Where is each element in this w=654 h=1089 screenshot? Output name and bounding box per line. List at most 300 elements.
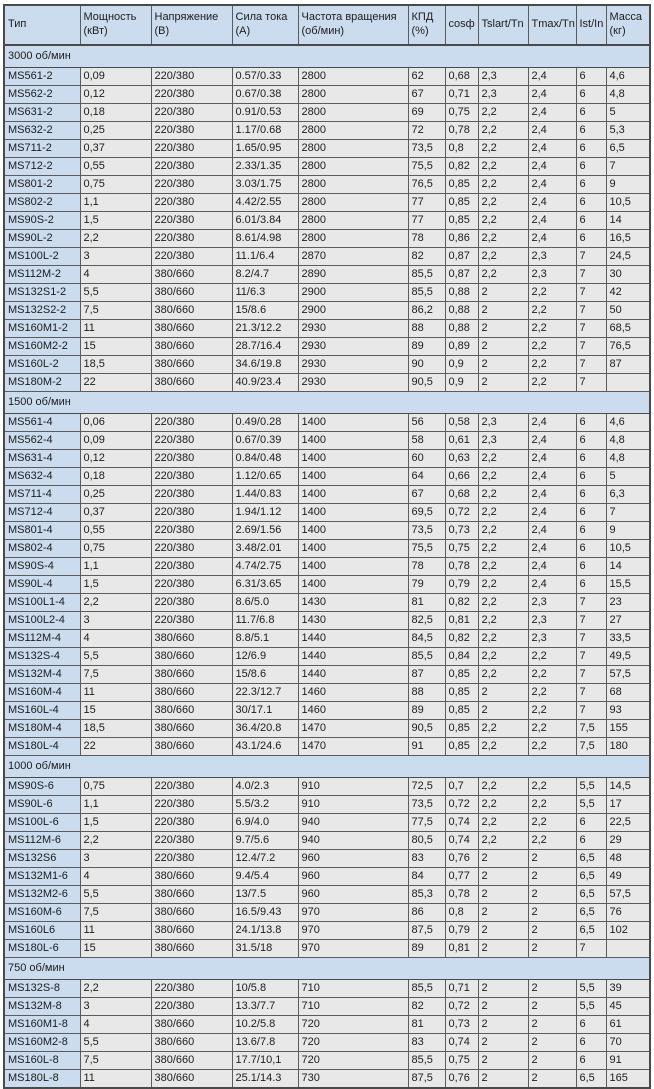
cell-value: 76,5 xyxy=(606,338,650,356)
cell-value: 21.3/12.2 xyxy=(232,320,298,338)
cell-value: 2,4 xyxy=(528,122,576,140)
cell-value: 4 xyxy=(80,868,151,886)
cell-value: 2,2 xyxy=(478,814,528,832)
cell-value: 380/660 xyxy=(151,302,232,320)
cell-value: 2 xyxy=(528,1052,576,1070)
cell-value: 5,5 xyxy=(576,980,606,998)
table-row xyxy=(4,338,650,356)
cell-value: 85,5 xyxy=(408,980,445,998)
cell-value: 220/380 xyxy=(151,248,232,266)
cell-value: 2,2 xyxy=(528,648,576,666)
cell-value: 6.01/3.84 xyxy=(232,212,298,230)
cell-value: 0,09 xyxy=(80,68,151,86)
cell-value: 3.03/1.75 xyxy=(232,176,298,194)
cell-value: 80,5 xyxy=(408,832,445,850)
cell-value: 1,1 xyxy=(80,558,151,576)
cell-value: 220/380 xyxy=(151,450,232,468)
cell-value: 2 xyxy=(478,284,528,302)
table-row xyxy=(4,576,650,594)
cell-value: 2,2 xyxy=(528,666,576,684)
cell-value: 73,5 xyxy=(408,140,445,158)
cell-type: MS132M2-6 xyxy=(4,886,80,904)
cell-value: 0,81 xyxy=(445,940,478,958)
cell-value: 0,81 xyxy=(445,612,478,630)
cell-value: 77,5 xyxy=(408,814,445,832)
cell-value: 0,85 xyxy=(445,194,478,212)
cell-value: 79 xyxy=(408,576,445,594)
cell-value: 4 xyxy=(80,1016,151,1034)
cell-value: 2,4 xyxy=(528,486,576,504)
cell-value: 0,76 xyxy=(445,1070,478,1089)
cell-value: 220/380 xyxy=(151,850,232,868)
cell-value: 4,8 xyxy=(606,86,650,104)
cell-value: 78 xyxy=(408,230,445,248)
column-header: Tslart/Tn xyxy=(478,5,528,45)
cell-value: 82,5 xyxy=(408,612,445,630)
cell-type: MS112M-2 xyxy=(4,266,80,284)
cell-value: 1,1 xyxy=(80,796,151,814)
cell-type: MS712-2 xyxy=(4,158,80,176)
cell-value: 7 xyxy=(576,284,606,302)
cell-type: MS132S-4 xyxy=(4,648,80,666)
cell-value: 7 xyxy=(576,302,606,320)
cell-value: 58 xyxy=(408,432,445,450)
cell-value: 0,12 xyxy=(80,86,151,104)
cell-value: 102 xyxy=(606,922,650,940)
cell-value: 0,75 xyxy=(445,104,478,122)
table-row xyxy=(4,540,650,558)
cell-type: MS90L-2 xyxy=(4,230,80,248)
cell-value: 380/660 xyxy=(151,738,232,756)
cell-value: 0,78 xyxy=(445,122,478,140)
cell-value: 2 xyxy=(478,868,528,886)
cell-value: 67 xyxy=(408,86,445,104)
cell-value: 4.42/2.55 xyxy=(232,194,298,212)
cell-value: 0,72 xyxy=(445,504,478,522)
cell-value: 9 xyxy=(606,522,650,540)
cell-value: 2,4 xyxy=(528,68,576,86)
cell-value: 2,2 xyxy=(478,666,528,684)
cell-value: 14 xyxy=(606,558,650,576)
cell-value: 2,4 xyxy=(528,104,576,122)
cell-value: 0,37 xyxy=(80,140,151,158)
cell-value: 2,2 xyxy=(80,832,151,850)
cell-value: 33,5 xyxy=(606,630,650,648)
cell-value: 940 xyxy=(298,814,408,832)
cell-value: 0,63 xyxy=(445,450,478,468)
cell-value: 9 xyxy=(606,176,650,194)
cell-value: 10/5.8 xyxy=(232,980,298,998)
cell-value: 1400 xyxy=(298,558,408,576)
table-row xyxy=(4,468,650,486)
cell-value: 2 xyxy=(478,980,528,998)
table-row xyxy=(4,1016,650,1034)
cell-value: 6 xyxy=(576,558,606,576)
section-row xyxy=(4,392,650,414)
cell-value: 0,8 xyxy=(445,904,478,922)
cell-value: 2,2 xyxy=(528,302,576,320)
cell-value: 0,18 xyxy=(80,468,151,486)
table-row xyxy=(4,284,650,302)
cell-value: 2930 xyxy=(298,356,408,374)
cell-value: 2.33/1.35 xyxy=(232,158,298,176)
column-header: cosф xyxy=(445,5,478,45)
table-row xyxy=(4,432,650,450)
cell-value: 2 xyxy=(478,320,528,338)
cell-value: 0,09 xyxy=(80,432,151,450)
cell-value: 2,2 xyxy=(528,778,576,796)
cell-value: 4.74/2.75 xyxy=(232,558,298,576)
cell-value: 0,85 xyxy=(445,684,478,702)
table-row xyxy=(4,922,650,940)
cell-value: 89 xyxy=(408,702,445,720)
cell-type: MS180L-8 xyxy=(4,1070,80,1089)
cell-value: 91 xyxy=(408,738,445,756)
cell-value: 380/660 xyxy=(151,374,232,392)
section-title: 3000 об/мин xyxy=(4,45,650,68)
cell-value: 2,4 xyxy=(528,158,576,176)
cell-value: 0.57/0.33 xyxy=(232,68,298,86)
cell-type: MS160M1-8 xyxy=(4,1016,80,1034)
column-header: Частота вращения (об/мин) xyxy=(298,5,408,45)
cell-value: 18,5 xyxy=(80,720,151,738)
table-row xyxy=(4,558,650,576)
column-header: КПД (%) xyxy=(408,5,445,45)
table-row xyxy=(4,648,650,666)
cell-value: 2 xyxy=(478,356,528,374)
cell-value: 220/380 xyxy=(151,778,232,796)
cell-value: 60 xyxy=(408,450,445,468)
section-title: 750 об/мин xyxy=(4,958,650,980)
cell-type: MS180L-6 xyxy=(4,940,80,958)
cell-value: 3 xyxy=(80,998,151,1016)
cell-value: 0,75 xyxy=(445,540,478,558)
cell-value: 22.3/12.7 xyxy=(232,684,298,702)
cell-value: 88 xyxy=(408,320,445,338)
cell-value: 1400 xyxy=(298,522,408,540)
cell-value: 2 xyxy=(478,1070,528,1089)
cell-value: 93 xyxy=(606,702,650,720)
cell-value: 10,5 xyxy=(606,194,650,212)
cell-value: 2,4 xyxy=(528,504,576,522)
table-row xyxy=(4,868,650,886)
cell-value: 87 xyxy=(408,666,445,684)
cell-value: 6 xyxy=(576,230,606,248)
cell-value: 1400 xyxy=(298,486,408,504)
cell-value: 3 xyxy=(80,612,151,630)
cell-value: 2,2 xyxy=(80,980,151,998)
cell-value: 2800 xyxy=(298,140,408,158)
cell-value: 90,5 xyxy=(408,720,445,738)
column-header: Напряжение (В) xyxy=(151,5,232,45)
cell-value: 2900 xyxy=(298,302,408,320)
cell-value: 86,2 xyxy=(408,302,445,320)
cell-value: 2,2 xyxy=(478,648,528,666)
cell-value: 0.91/0.53 xyxy=(232,104,298,122)
cell-value: 3 xyxy=(80,248,151,266)
cell-value: 0,88 xyxy=(445,320,478,338)
cell-value: 2,2 xyxy=(478,778,528,796)
cell-value: 2,4 xyxy=(528,558,576,576)
cell-value: 2,4 xyxy=(528,522,576,540)
cell-value: 82 xyxy=(408,248,445,266)
cell-type: MS160M1-2 xyxy=(4,320,80,338)
cell-value: 7 xyxy=(576,612,606,630)
cell-value: 0,9 xyxy=(445,374,478,392)
cell-value: 380/660 xyxy=(151,684,232,702)
cell-value: 2,2 xyxy=(478,796,528,814)
cell-value: 2800 xyxy=(298,194,408,212)
table-row xyxy=(4,1052,650,1070)
cell-value: 1400 xyxy=(298,468,408,486)
cell-value: 220/380 xyxy=(151,104,232,122)
cell-value: 1,1 xyxy=(80,194,151,212)
cell-type: MS132S-8 xyxy=(4,980,80,998)
column-header: Сила тока (А) xyxy=(232,5,298,45)
cell-value: 1400 xyxy=(298,504,408,522)
table-row xyxy=(4,302,650,320)
cell-value: 960 xyxy=(298,868,408,886)
cell-value: 380/660 xyxy=(151,720,232,738)
cell-type: MS132M-4 xyxy=(4,666,80,684)
cell-value: 0,78 xyxy=(445,886,478,904)
cell-value: 1,5 xyxy=(80,576,151,594)
cell-value: 0,74 xyxy=(445,1034,478,1052)
table-row xyxy=(4,684,650,702)
cell-value: 720 xyxy=(298,1034,408,1052)
cell-value: 7,5 xyxy=(576,720,606,738)
cell-value: 15/8.6 xyxy=(232,666,298,684)
cell-value: 380/660 xyxy=(151,338,232,356)
table-row xyxy=(4,630,650,648)
cell-value: 380/660 xyxy=(151,702,232,720)
cell-value: 220/380 xyxy=(151,486,232,504)
table-row xyxy=(4,522,650,540)
cell-value: 6 xyxy=(576,522,606,540)
cell-value: 0,75 xyxy=(80,176,151,194)
cell-type: MS801-2 xyxy=(4,176,80,194)
cell-value: 960 xyxy=(298,886,408,904)
cell-value: 2,2 xyxy=(478,594,528,612)
cell-value: 2,3 xyxy=(528,248,576,266)
cell-value: 2 xyxy=(478,702,528,720)
cell-type: MS632-2 xyxy=(4,122,80,140)
table-row xyxy=(4,320,650,338)
cell-value: 2,2 xyxy=(528,320,576,338)
cell-value: 2,4 xyxy=(528,414,576,432)
cell-value: 0,25 xyxy=(80,122,151,140)
cell-value: 2 xyxy=(478,998,528,1016)
cell-value: 15/8.6 xyxy=(232,302,298,320)
cell-value: 91 xyxy=(606,1052,650,1070)
cell-value: 1.65/0.95 xyxy=(232,140,298,158)
cell-value: 2,4 xyxy=(528,432,576,450)
cell-value: 380/660 xyxy=(151,940,232,958)
cell-value: 2930 xyxy=(298,374,408,392)
cell-value: 2,3 xyxy=(528,266,576,284)
cell-value: 0,85 xyxy=(445,212,478,230)
cell-value: 380/660 xyxy=(151,320,232,338)
cell-value: 7 xyxy=(606,504,650,522)
cell-value: 6 xyxy=(576,176,606,194)
cell-type: MS712-4 xyxy=(4,504,80,522)
cell-value: 14 xyxy=(606,212,650,230)
cell-value: 6 xyxy=(576,504,606,522)
cell-value: 48 xyxy=(606,850,650,868)
cell-value: 220/380 xyxy=(151,140,232,158)
cell-value: 6 xyxy=(576,814,606,832)
cell-value: 2,2 xyxy=(478,504,528,522)
cell-value: 0.84/0.48 xyxy=(232,450,298,468)
cell-value: 6,5 xyxy=(576,886,606,904)
cell-value: 76,5 xyxy=(408,176,445,194)
table-row xyxy=(4,212,650,230)
cell-value: 7 xyxy=(576,320,606,338)
cell-value: 0,85 xyxy=(445,176,478,194)
cell-value: 0,87 xyxy=(445,248,478,266)
table-row xyxy=(4,702,650,720)
cell-value: 0,37 xyxy=(80,504,151,522)
cell-value: 7 xyxy=(576,648,606,666)
cell-value: 0,79 xyxy=(445,922,478,940)
cell-value: 6 xyxy=(576,450,606,468)
cell-type: MS711-2 xyxy=(4,140,80,158)
cell-value: 75,5 xyxy=(408,540,445,558)
table-row xyxy=(4,998,650,1016)
cell-value: 380/660 xyxy=(151,630,232,648)
cell-value: 2,2 xyxy=(528,738,576,756)
cell-value: 70 xyxy=(606,1034,650,1052)
table-row xyxy=(4,356,650,374)
cell-type: MS90S-2 xyxy=(4,212,80,230)
cell-type: MS562-2 xyxy=(4,86,80,104)
cell-value: 27 xyxy=(606,612,650,630)
cell-value: 0,55 xyxy=(80,522,151,540)
cell-value: 910 xyxy=(298,796,408,814)
cell-value: 970 xyxy=(298,940,408,958)
cell-value: 62 xyxy=(408,68,445,86)
cell-value: 380/660 xyxy=(151,886,232,904)
cell-type: MS132S1-2 xyxy=(4,284,80,302)
cell-value: 78 xyxy=(408,558,445,576)
cell-value: 90 xyxy=(408,356,445,374)
cell-value: 24.1/13.8 xyxy=(232,922,298,940)
cell-value: 2,4 xyxy=(528,450,576,468)
cell-type: MS90S-4 xyxy=(4,558,80,576)
cell-value: 7 xyxy=(576,356,606,374)
cell-value: 4,8 xyxy=(606,432,650,450)
cell-value: 2,2 xyxy=(478,266,528,284)
cell-value: 2 xyxy=(528,980,576,998)
motor-spec-table xyxy=(3,4,651,1089)
cell-value: 220/380 xyxy=(151,68,232,86)
cell-value: 61 xyxy=(606,1016,650,1034)
cell-value: 2,2 xyxy=(80,230,151,248)
table-row xyxy=(4,666,650,684)
cell-value: 28.7/16.4 xyxy=(232,338,298,356)
cell-value: 40.9/23.4 xyxy=(232,374,298,392)
cell-value: 11 xyxy=(80,320,151,338)
table-row xyxy=(4,176,650,194)
cell-value: 17 xyxy=(606,796,650,814)
cell-value: 2900 xyxy=(298,284,408,302)
cell-value: 11 xyxy=(80,922,151,940)
cell-value: 5 xyxy=(606,104,650,122)
cell-value: 380/660 xyxy=(151,266,232,284)
cell-value: 7 xyxy=(576,702,606,720)
cell-value: 31.5/18 xyxy=(232,940,298,958)
cell-value: 6 xyxy=(576,212,606,230)
cell-value: 0,85 xyxy=(445,720,478,738)
cell-value: 0,73 xyxy=(445,522,478,540)
cell-value: 85,5 xyxy=(408,284,445,302)
cell-value: 6,3 xyxy=(606,486,650,504)
cell-value: 2,4 xyxy=(528,212,576,230)
cell-value: 2,3 xyxy=(478,414,528,432)
table-row xyxy=(4,886,650,904)
table-row xyxy=(4,814,650,832)
cell-value: 2,2 xyxy=(478,522,528,540)
cell-value: 7 xyxy=(576,374,606,392)
cell-value: 0,9 xyxy=(445,356,478,374)
cell-type: MS132S2-2 xyxy=(4,302,80,320)
cell-value: 7 xyxy=(576,338,606,356)
cell-value: 64 xyxy=(408,468,445,486)
table-row xyxy=(4,230,650,248)
cell-value: 6 xyxy=(576,140,606,158)
cell-value: 2 xyxy=(528,998,576,1016)
cell-value: 2 xyxy=(478,850,528,868)
cell-value: 0,89 xyxy=(445,338,478,356)
cell-value: 7 xyxy=(576,266,606,284)
table-row xyxy=(4,194,650,212)
cell-value: 0,61 xyxy=(445,432,478,450)
cell-value: 2,2 xyxy=(478,630,528,648)
cell-value: 84 xyxy=(408,868,445,886)
cell-type: MS90S-6 xyxy=(4,778,80,796)
cell-value: 5,5 xyxy=(576,778,606,796)
cell-value: 1460 xyxy=(298,702,408,720)
cell-value: 2,2 xyxy=(478,540,528,558)
cell-type: MS160M-4 xyxy=(4,684,80,702)
cell-value: 1440 xyxy=(298,666,408,684)
cell-value: 6 xyxy=(576,86,606,104)
column-header: Масса (кг) xyxy=(606,5,650,45)
cell-value: 16,5 xyxy=(606,230,650,248)
cell-value: 2,2 xyxy=(528,720,576,738)
cell-value: 0,82 xyxy=(445,630,478,648)
cell-value: 15 xyxy=(80,702,151,720)
cell-type: MS631-2 xyxy=(4,104,80,122)
cell-value: 3.48/2.01 xyxy=(232,540,298,558)
section-title: 1000 об/мин xyxy=(4,756,650,778)
cell-value: 720 xyxy=(298,1016,408,1034)
cell-value: 10,5 xyxy=(606,540,650,558)
cell-value: 2,3 xyxy=(478,86,528,104)
cell-value: 2800 xyxy=(298,212,408,230)
cell-type: MS160M2-2 xyxy=(4,338,80,356)
cell-value: 90,5 xyxy=(408,374,445,392)
cell-value: 2,2 xyxy=(478,248,528,266)
cell-value: 0,85 xyxy=(445,702,478,720)
table-row xyxy=(4,796,650,814)
cell-type: MS180M-2 xyxy=(4,374,80,392)
cell-value: 220/380 xyxy=(151,832,232,850)
cell-value: 2 xyxy=(528,922,576,940)
cell-value: 2 xyxy=(528,1070,576,1089)
cell-value: 2,4 xyxy=(528,230,576,248)
header-row xyxy=(4,5,650,45)
